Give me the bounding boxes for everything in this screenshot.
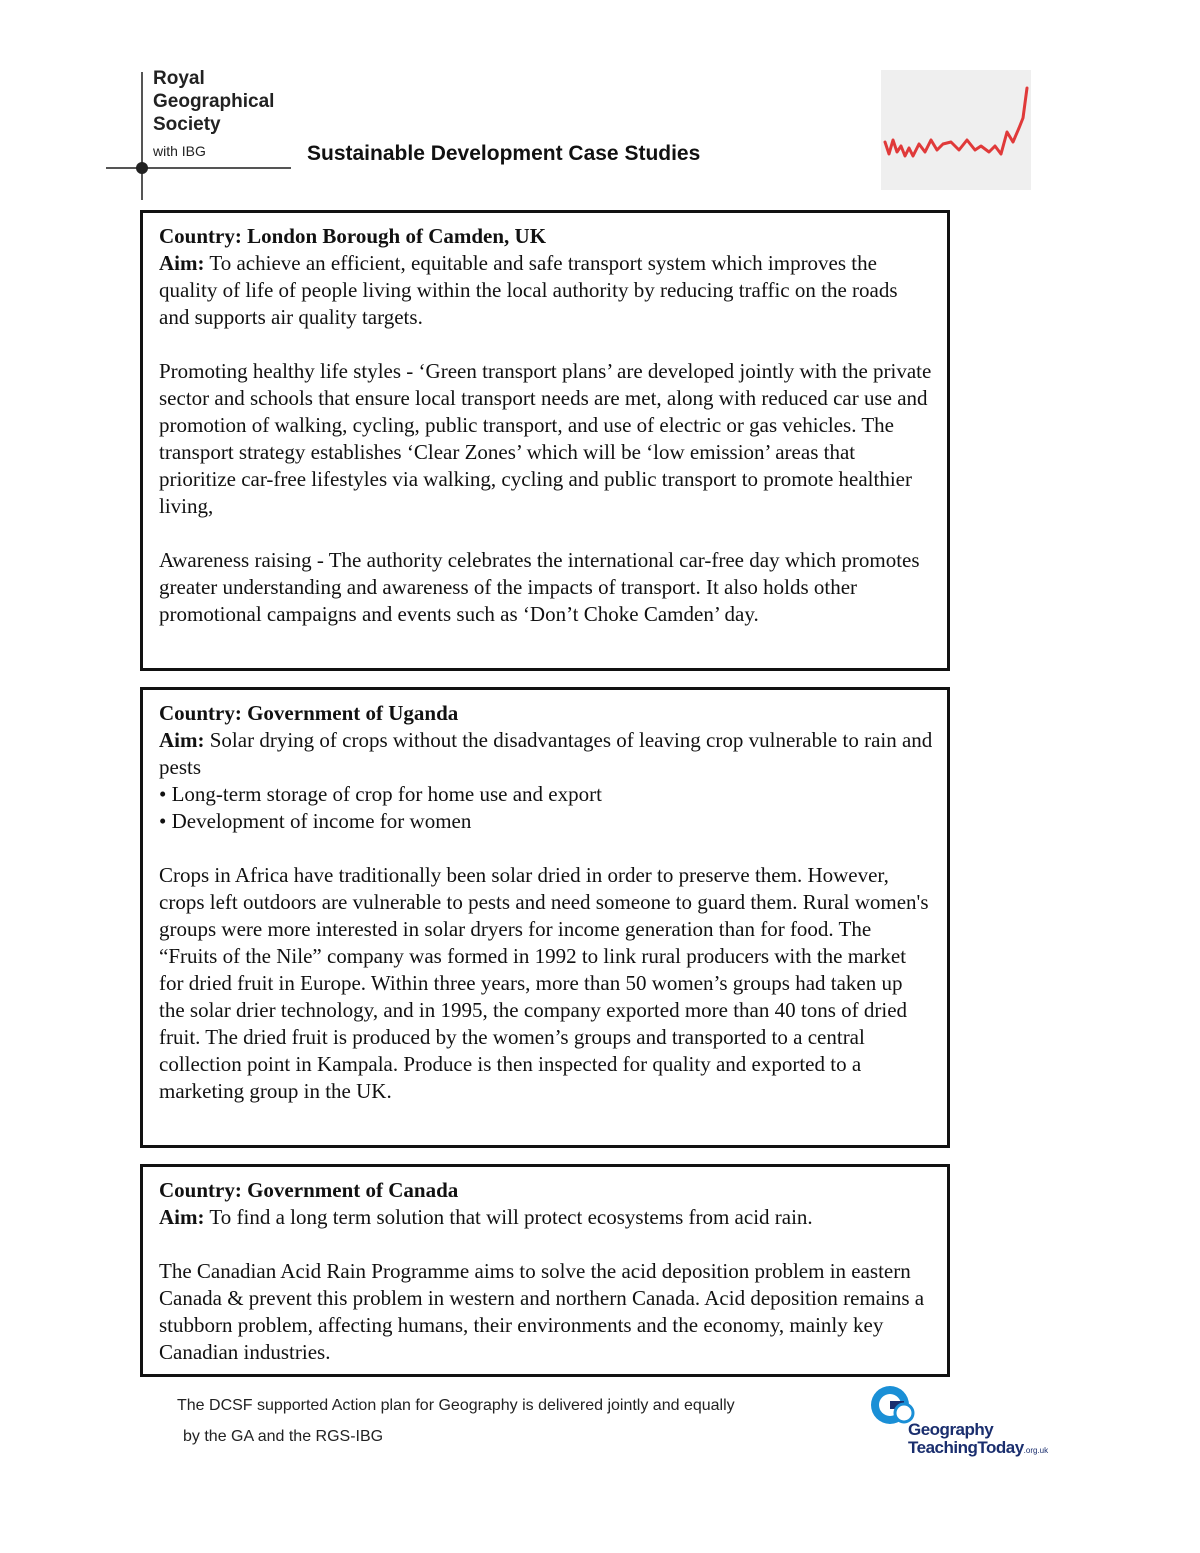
case-paragraph: The Canadian Acid Rain Programme aims to solve the acid deposition problem in eastern Canada & prevent this problem in western and northern Canada. Acid deposition remains a stubborn problem, affecting humans, their environments and the economy, mainly key Canadian industries. bbox=[159, 1259, 925, 1364]
case-paragraph: Promoting healthy life styles - ‘Green transport plans’ are developed jointly with the private sector and schools that ensure local transport needs are met, along with reduced car use and promotion of walking, cycling, public transport, and use of electric or gas vehicles. The transport strategy establishes ‘Clear Zones’ which will be ‘low emission’ areas that prioritize car-free lifestyles via walking, cycling and public transport to promote healthier living, bbox=[159, 359, 932, 518]
aim-line bbox=[159, 250, 933, 331]
country-line bbox=[159, 1177, 933, 1204]
gtt-text-geography: Geography bbox=[908, 1420, 994, 1439]
page-title: Sustainable Development Case Studies bbox=[307, 142, 701, 165]
aim-label: Aim: bbox=[159, 251, 205, 275]
bullet-item: • Long-term storage of crop for home use and export bbox=[159, 782, 602, 806]
case-paragraph: Crops in Africa have traditionally been solar dried in order to preserve them. However, crops left outdoors are vulnerable to pests and need someone to guard them. Rural women's groups were more interested in solar dryers for income generation than for food. The “Fruits of the Nile” company was formed in 1992 to link rural producers with the market for dried fruit in Europe. Within three years, more than 50 women’s groups had taken up the solar drier technology, and in 1995, the company exported more than 40 tons of dried fruit. The dried fruit is produced by the women’s groups and transported to a central collection point in Kampala. Produce is then inspected for quality and exported to a marketing group in the UK. bbox=[159, 863, 929, 1103]
gtt-text-teachingtoday: TeachingToday bbox=[908, 1438, 1024, 1457]
aim-text: To find a long term solution that will protect ecosystems from acid rain. bbox=[209, 1205, 813, 1229]
gtt-text-suffix: .org.uk bbox=[1023, 1446, 1049, 1455]
case-study-canada bbox=[140, 1164, 950, 1377]
country-label: Country: bbox=[159, 224, 242, 248]
aim-text: Solar drying of crops without the disadvantages of leaving crop vulnerable to rain and pests bbox=[159, 728, 933, 779]
logo-horizontal-line bbox=[106, 167, 291, 169]
country-name: London Borough of Camden, UK bbox=[247, 224, 547, 248]
aim-label: Aim: bbox=[159, 1205, 205, 1229]
case-paragraph: Awareness raising - The authority celebrates the international car-free day which promotes greater understanding and awareness of the impacts of transport. It also holds other promotional campaigns and events such as ‘Don’t Choke Camden’ day. bbox=[159, 548, 920, 626]
case-study-uganda bbox=[140, 687, 950, 1148]
country-label: Country: bbox=[159, 701, 242, 725]
aim-line bbox=[159, 1204, 933, 1231]
footer-line-2: by the GA and the RGS-IBG bbox=[183, 1428, 384, 1445]
aim-text: To achieve an efficient, equitable and safe transport system which improves the quality of life of people living within the local authority by reducing traffic on the roads and supports air quality targets. bbox=[159, 251, 898, 329]
aim-label: Aim: bbox=[159, 728, 205, 752]
logo-line-geographical: Geographical bbox=[153, 91, 275, 112]
case-study-camden bbox=[140, 210, 950, 671]
logo-dot bbox=[136, 162, 148, 174]
footer-line-1: The DCSF supported Action plan for Geography is delivered jointly and equally bbox=[177, 1397, 735, 1414]
country-line bbox=[159, 700, 933, 727]
logo-line-society: Society bbox=[153, 114, 221, 135]
bullet-item: • Development of income for women bbox=[159, 809, 472, 833]
aim-line bbox=[159, 727, 933, 781]
country-name: Government of Uganda bbox=[247, 701, 459, 725]
country-line bbox=[159, 223, 933, 250]
logo-line-royal: Royal bbox=[153, 68, 205, 89]
country-name: Government of Canada bbox=[247, 1178, 459, 1202]
logo-vertical-line bbox=[141, 72, 143, 200]
graph-decoration-image bbox=[881, 70, 1031, 190]
logo-line-with-ibg: with IBG bbox=[153, 143, 206, 159]
country-label: Country: bbox=[159, 1178, 242, 1202]
gtt-text-teaching-today bbox=[908, 1438, 1048, 1458]
